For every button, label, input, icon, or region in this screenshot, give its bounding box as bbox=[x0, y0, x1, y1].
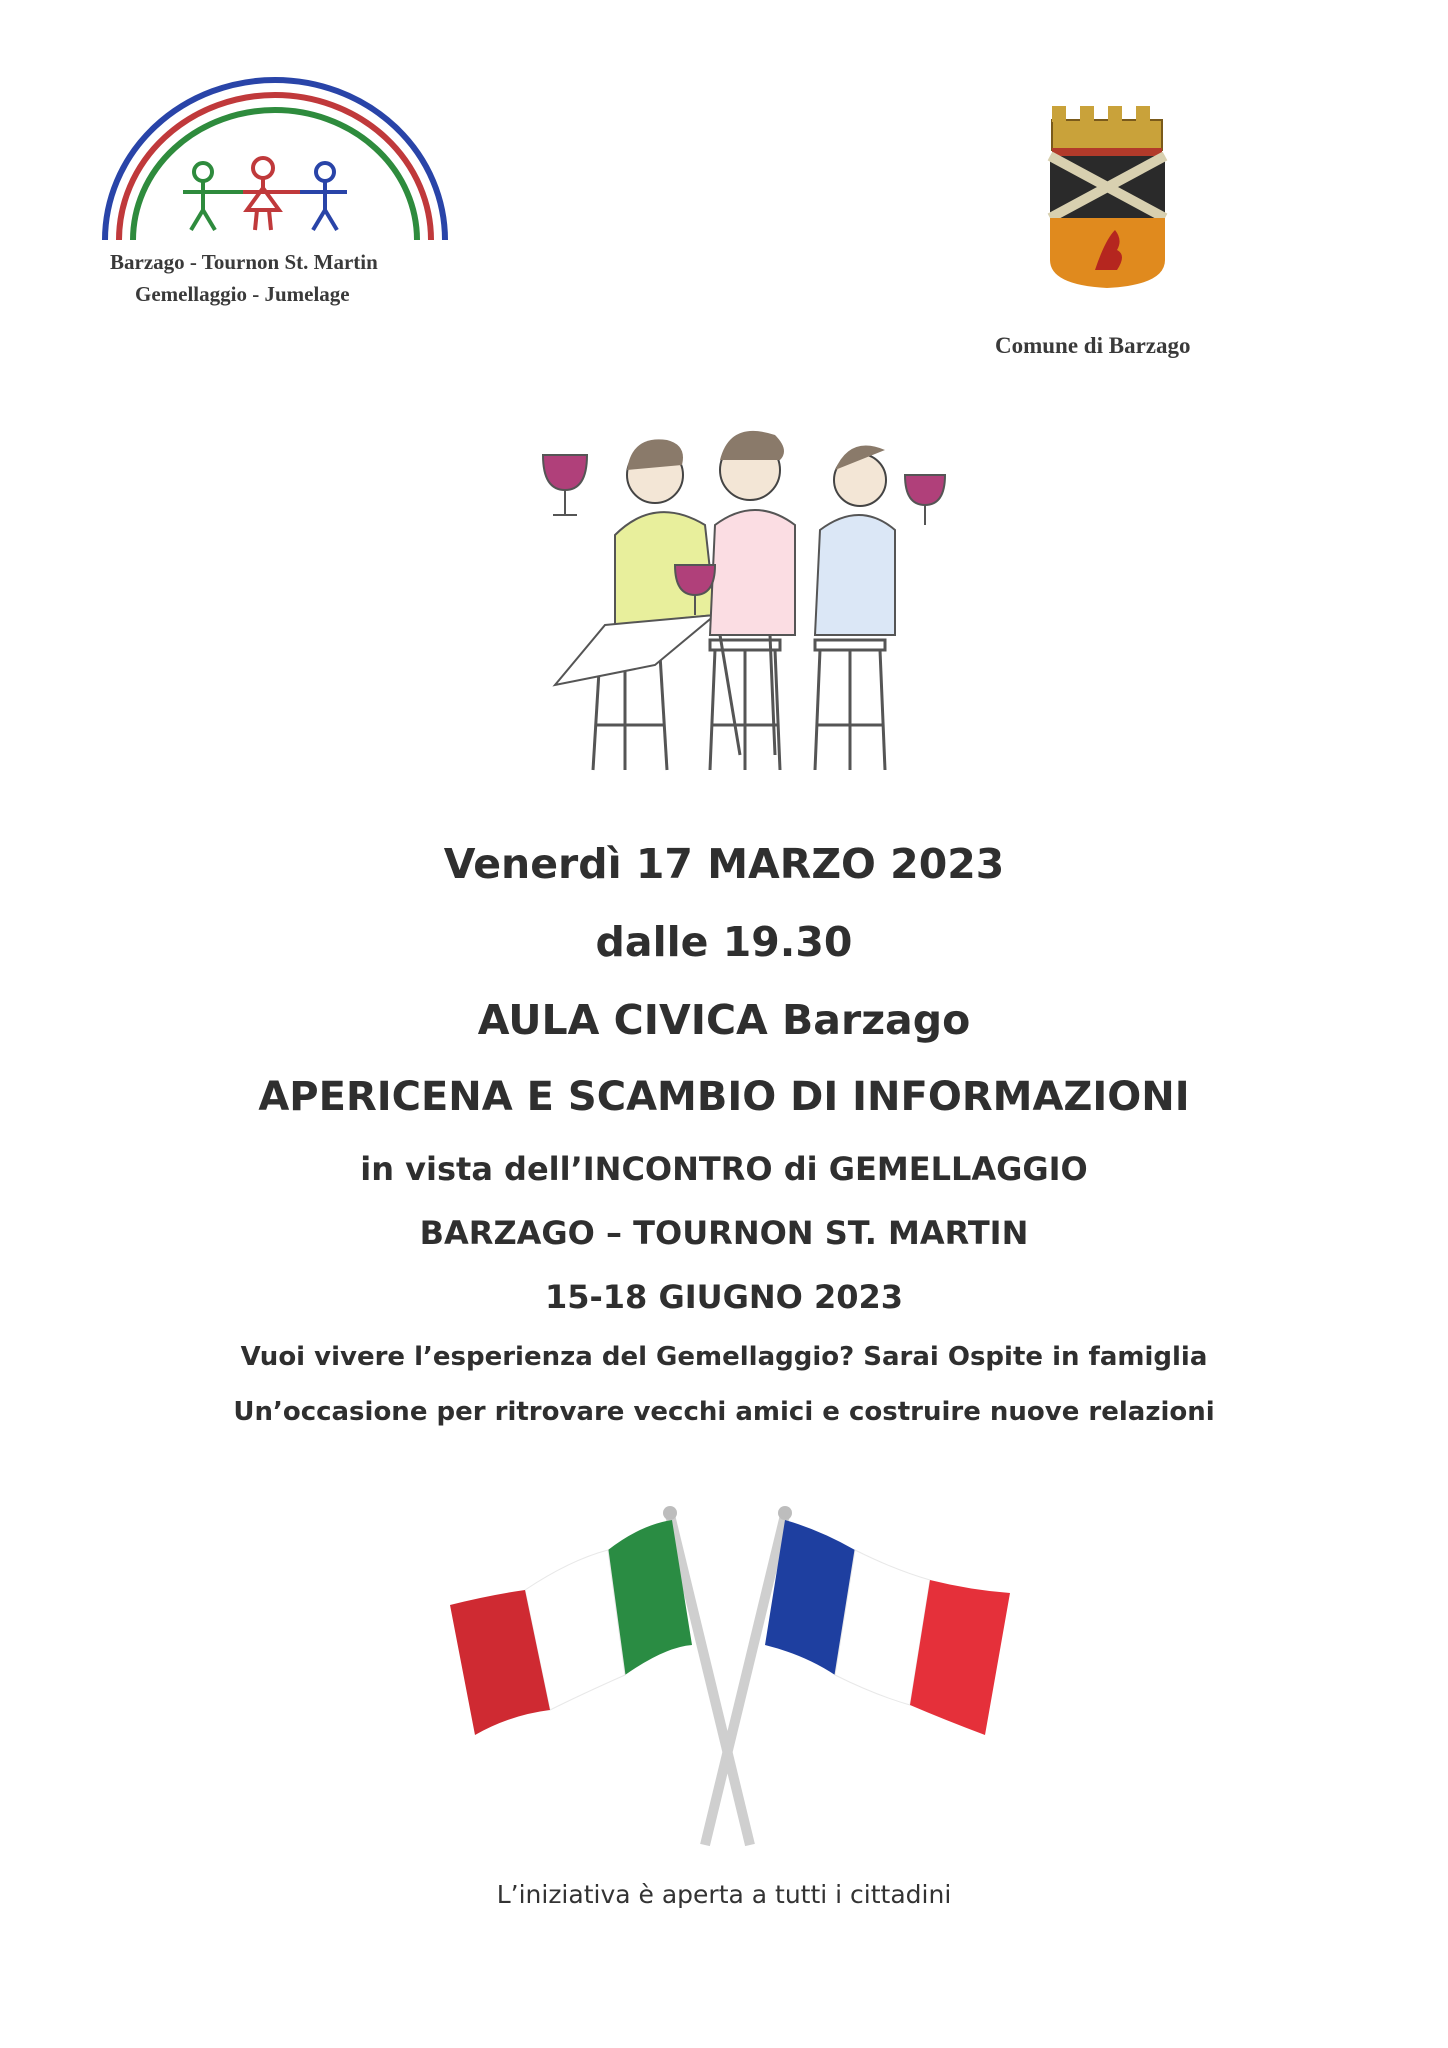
twin-dates: 15-18 GIUGNO 2023 bbox=[544, 1278, 904, 1316]
footer-note: L’iniziativa è aperta a tutti i cittadini bbox=[496, 1880, 952, 1909]
toasting-women-illustration bbox=[515, 415, 955, 775]
twinning-logo-title: Barzago - Tournon St. Martin bbox=[110, 250, 378, 274]
rainbow-children-emblem bbox=[95, 70, 455, 250]
coat-of-arms-icon bbox=[1040, 100, 1175, 290]
comune-label: Comune di Barzago bbox=[995, 333, 1191, 358]
invite-text: Vuoi vivere l’esperienza del Gemellaggio? Sarai Ospite in famiglia bbox=[240, 1342, 1208, 1372]
twin-towns: BARZAGO – TOURNON ST. MARTIN bbox=[419, 1214, 1029, 1252]
twinning-logo bbox=[95, 70, 455, 320]
tagline-text: Un’occasione per ritrovare vecchi amici e costruire nuove relazioni bbox=[233, 1397, 1215, 1427]
crossed-flags bbox=[440, 1495, 1020, 1855]
event-time: dalle 19.30 bbox=[595, 918, 853, 966]
event-place: AULA CIVICA Barzago bbox=[477, 996, 971, 1044]
event-context: in vista dell’INCONTRO di GEMELLAGGIO bbox=[360, 1150, 1088, 1188]
italy-france-flags-icon bbox=[440, 1495, 1020, 1855]
comune-emblem bbox=[1040, 100, 1175, 290]
illustration bbox=[515, 415, 955, 775]
event-headline: APERICENA E SCAMBIO DI INFORMAZIONI bbox=[258, 1074, 1190, 1120]
twinning-logo-subtitle: Gemellaggio - Jumelage bbox=[135, 282, 350, 306]
event-date: Venerdì 17 MARZO 2023 bbox=[443, 840, 1005, 888]
